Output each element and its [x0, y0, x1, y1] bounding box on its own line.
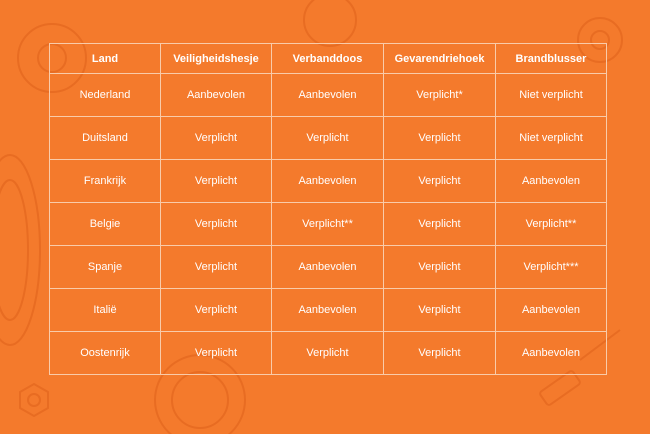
table-row [50, 74, 607, 117]
table-cell: Verplicht [161, 332, 272, 375]
table-cell: Aanbevolen [496, 289, 607, 332]
table-row [50, 117, 607, 160]
table-cell: Nederland [50, 74, 161, 117]
table-cell: Aanbevolen [496, 160, 607, 203]
table-row [50, 246, 607, 289]
table-cell: Verplicht [161, 289, 272, 332]
table-cell: Duitsland [50, 117, 161, 160]
table-row [50, 332, 607, 375]
requirements-table [49, 43, 607, 375]
table-cell: Aanbevolen [272, 246, 384, 289]
table-cell: Spanje [50, 246, 161, 289]
table-cell: Verplicht** [272, 203, 384, 246]
table-cell: Verplicht [384, 246, 496, 289]
table-cell: Niet verplicht [496, 74, 607, 117]
header-verbanddoos: Verbanddoos [272, 44, 384, 74]
table-header-row [50, 44, 607, 74]
table-cell: Belgie [50, 203, 161, 246]
table-cell: Verplicht** [496, 203, 607, 246]
table-cell: Oostenrijk [50, 332, 161, 375]
table-cell: Aanbevolen [496, 332, 607, 375]
table-cell: Verplicht [161, 203, 272, 246]
table-cell: Verplicht*** [496, 246, 607, 289]
table-cell: Aanbevolen [272, 160, 384, 203]
table-row [50, 160, 607, 203]
header-gevarendriehoek: Gevarendriehoek [384, 44, 496, 74]
header-land: Land [50, 44, 161, 74]
table-cell: Verplicht [161, 246, 272, 289]
table-cell: Verplicht [384, 203, 496, 246]
table-cell: Aanbevolen [161, 74, 272, 117]
table-cell: Verplicht [161, 117, 272, 160]
table-row [50, 203, 607, 246]
table-cell: Verplicht* [384, 74, 496, 117]
table-cell: Verplicht [161, 160, 272, 203]
table-cell: Aanbevolen [272, 74, 384, 117]
tire-icon [0, 155, 40, 345]
table-cell: Verplicht [384, 289, 496, 332]
table-cell: Verplicht [272, 332, 384, 375]
table-cell: Verplicht [384, 117, 496, 160]
gear-icon [304, 0, 356, 46]
table-cell: Verplicht [384, 160, 496, 203]
table-cell: Niet verplicht [496, 117, 607, 160]
header-veiligheidshesje: Veiligheidshesje [161, 44, 272, 74]
header-brandblusser: Brandblusser [496, 44, 607, 74]
table-cell: Frankrijk [50, 160, 161, 203]
table-cell: Verplicht [384, 332, 496, 375]
table-cell: Aanbevolen [272, 289, 384, 332]
table-cell: Italië [50, 289, 161, 332]
table-cell: Verplicht [272, 117, 384, 160]
nut-icon [20, 384, 48, 416]
table-row [50, 289, 607, 332]
